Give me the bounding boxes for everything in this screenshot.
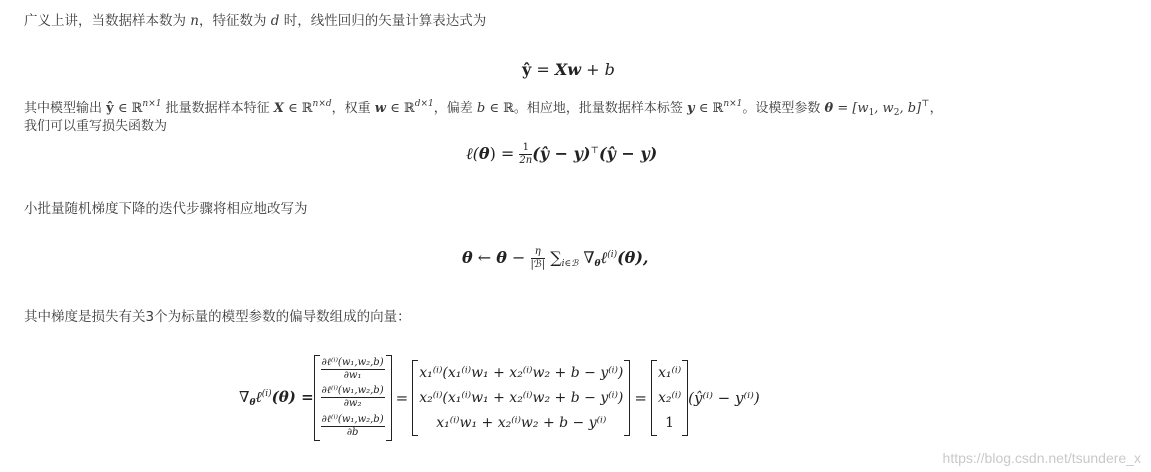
sgd-text: 小批量随机梯度下降的迭代步骤将相应地改写为 <box>24 201 308 217</box>
equation-linear-model <box>522 60 615 79</box>
eq3-frac-num: η <box>531 247 546 259</box>
def-theta-c2: , b] <box>899 101 922 116</box>
def-dim-3: d×1 <box>414 99 434 109</box>
eq4-partial-w2-den: ∂w₂ <box>343 398 362 410</box>
eq2-frac-den: 2n <box>519 155 533 166</box>
def-line-2: 我们可以重写损失函数为 <box>24 119 168 134</box>
equation-gradient <box>239 355 760 441</box>
eq2-ell: ℓ( <box>466 144 479 163</box>
intro-text-c: 时，线性回归的矢量计算表达式为 <box>279 13 487 29</box>
def-in-2: ∈ ℝ <box>283 101 313 116</box>
eq1-b: b <box>604 60 615 79</box>
eq4-nabla-sub: θ <box>249 398 256 408</box>
eq4-partial-b-num: ∂ℓ⁽ⁱ⁾(w₁,w₂,b) <box>321 414 384 426</box>
def-text-2: 批量数据样本特征 <box>161 101 274 116</box>
eq4-partial-b-den: ∂b <box>346 427 359 439</box>
eq2-residual-2: (ŷ − y) <box>598 144 658 163</box>
paragraph-definitions-line2 <box>24 117 167 137</box>
def-X: X <box>273 101 284 116</box>
def-dim-1: n×1 <box>142 99 162 109</box>
var-d: d <box>270 13 280 29</box>
def-text-5: 。相应地，批量数据样本标签 <box>513 101 688 116</box>
eq4-partial-w2-num: ∂ℓ⁽ⁱ⁾(w₁,w₂,b) <box>321 385 384 397</box>
def-sub-1: 1 <box>868 108 875 118</box>
eq4-matrix-partials <box>314 355 392 441</box>
eq4-partial-w1 <box>321 358 385 381</box>
def-in-1: ∈ ℝ <box>113 101 143 116</box>
def-transpose: ⊤ <box>921 99 930 109</box>
eq1-w: w <box>567 60 582 79</box>
def-in-3: ∈ ℝ <box>386 101 415 116</box>
eq4-partial-w1-num: ∂ℓ⁽ⁱ⁾(w₁,w₂,b) <box>321 356 384 368</box>
def-text-7: ， <box>929 101 943 116</box>
eq4-nabla: ∇ <box>239 388 250 406</box>
eq1-yhat: ŷ <box>522 60 532 79</box>
eq4-matrix-features <box>651 360 688 436</box>
def-theta: θ <box>824 101 834 116</box>
eq3-arg: (θ), <box>617 248 649 267</box>
def-b: b <box>476 101 486 116</box>
eq3-minus: − <box>506 248 531 267</box>
equation-sgd-update <box>462 247 649 270</box>
equation-loss <box>466 143 657 166</box>
def-text-4: ，偏差 <box>433 101 477 116</box>
eq3-theta: θ <box>462 248 473 267</box>
def-dim-2: n×d <box>312 99 332 109</box>
watermark-url: https://blog.csdn.net/tsundere_x <box>942 450 1141 466</box>
eq3-arrow: ← <box>472 248 497 267</box>
intro-text-a: 广义上讲，当数据样本数为 <box>24 13 191 29</box>
def-in-4: ∈ ℝ <box>485 101 514 116</box>
def-theta-c1: , w <box>874 101 894 116</box>
paragraph-gradient <box>24 307 411 327</box>
eq2-fraction <box>519 143 532 166</box>
eq2-equals: ) = <box>489 144 520 163</box>
eq2-residual-1: (ŷ − y) <box>532 144 591 163</box>
eq4-expanded-row-1: x₁⁽ⁱ⁾(x₁⁽ⁱ⁾w₁ + x₂⁽ⁱ⁾w₂ + b − y⁽ⁱ⁾) <box>419 364 624 381</box>
eq4-arg: (θ) = <box>271 388 314 406</box>
intro-text-b: ，特征数为 <box>199 13 271 29</box>
def-theta-eq: = [w <box>833 101 869 116</box>
eq3-theta-2: θ <box>496 248 507 267</box>
def-dim-5: n×1 <box>723 99 743 109</box>
def-w: w <box>374 101 386 116</box>
eq4-partial-w2 <box>321 386 385 409</box>
eq4-expanded-row-2: x₂⁽ⁱ⁾(x₁⁽ⁱ⁾w₁ + x₂⁽ⁱ⁾w₂ + b − y⁽ⁱ⁾) <box>419 389 624 406</box>
var-n: n <box>190 13 199 29</box>
eq2-theta: θ <box>478 144 490 163</box>
eq4-equals-b: = <box>634 389 647 407</box>
eq4-residual: (ŷ⁽ⁱ⁾ − y⁽ⁱ⁾) <box>688 389 760 407</box>
eq4-feature-row-3: 1 <box>665 415 675 432</box>
eq2-frac-num: 1 <box>519 143 532 155</box>
eq4-expanded-row-3: x₁⁽ⁱ⁾w₁ + x₂⁽ⁱ⁾w₂ + b − y⁽ⁱ⁾ <box>436 415 607 432</box>
eq2-transpose: ⊤ <box>590 146 599 156</box>
eq1-X: X <box>554 60 568 79</box>
def-text-6: 。设模型参数 <box>742 101 825 116</box>
eq3-nabla-sub: θ <box>594 259 601 269</box>
def-yhat: ŷ <box>106 101 114 116</box>
def-in-5: ∈ ℝ <box>694 101 724 116</box>
eq4-equals-a: = <box>395 389 409 407</box>
eq4-feature-row-1: x₁⁽ⁱ⁾ <box>657 364 682 381</box>
eq4-ell-sup: (i) <box>261 389 272 399</box>
gradient-text: 其中梯度是损失有关3个为标量的模型参数的偏导数组成的向量： <box>24 309 411 325</box>
eq4-partial-b <box>321 415 385 438</box>
def-sub-2: 2 <box>893 108 900 118</box>
eq3-sum-sub: i∈ℬ <box>561 259 579 269</box>
eq1-equals: = <box>531 60 555 79</box>
eq3-fraction <box>531 247 546 270</box>
paragraph-sgd <box>24 199 308 219</box>
eq3-nabla: ∇ <box>578 248 595 267</box>
def-text-3: ，权重 <box>331 101 375 116</box>
eq3-sum: ∑ <box>545 248 562 267</box>
eq4-matrix-expanded <box>412 360 630 436</box>
paragraph-intro <box>24 11 486 31</box>
eq3-frac-den: |ℬ| <box>530 259 546 270</box>
eq4-feature-row-2: x₂⁽ⁱ⁾ <box>657 389 682 406</box>
eq3-ell: ℓ <box>600 248 608 267</box>
eq4-lhs <box>239 388 314 408</box>
eq4-ell: ℓ <box>255 388 262 406</box>
eq3-ell-sup: (i) <box>607 250 618 260</box>
def-text-1: 其中模型输出 <box>24 101 107 116</box>
eq4-partial-w1-den: ∂w₁ <box>343 369 362 381</box>
def-y: y <box>687 101 695 116</box>
eq1-plus: + <box>581 60 605 79</box>
